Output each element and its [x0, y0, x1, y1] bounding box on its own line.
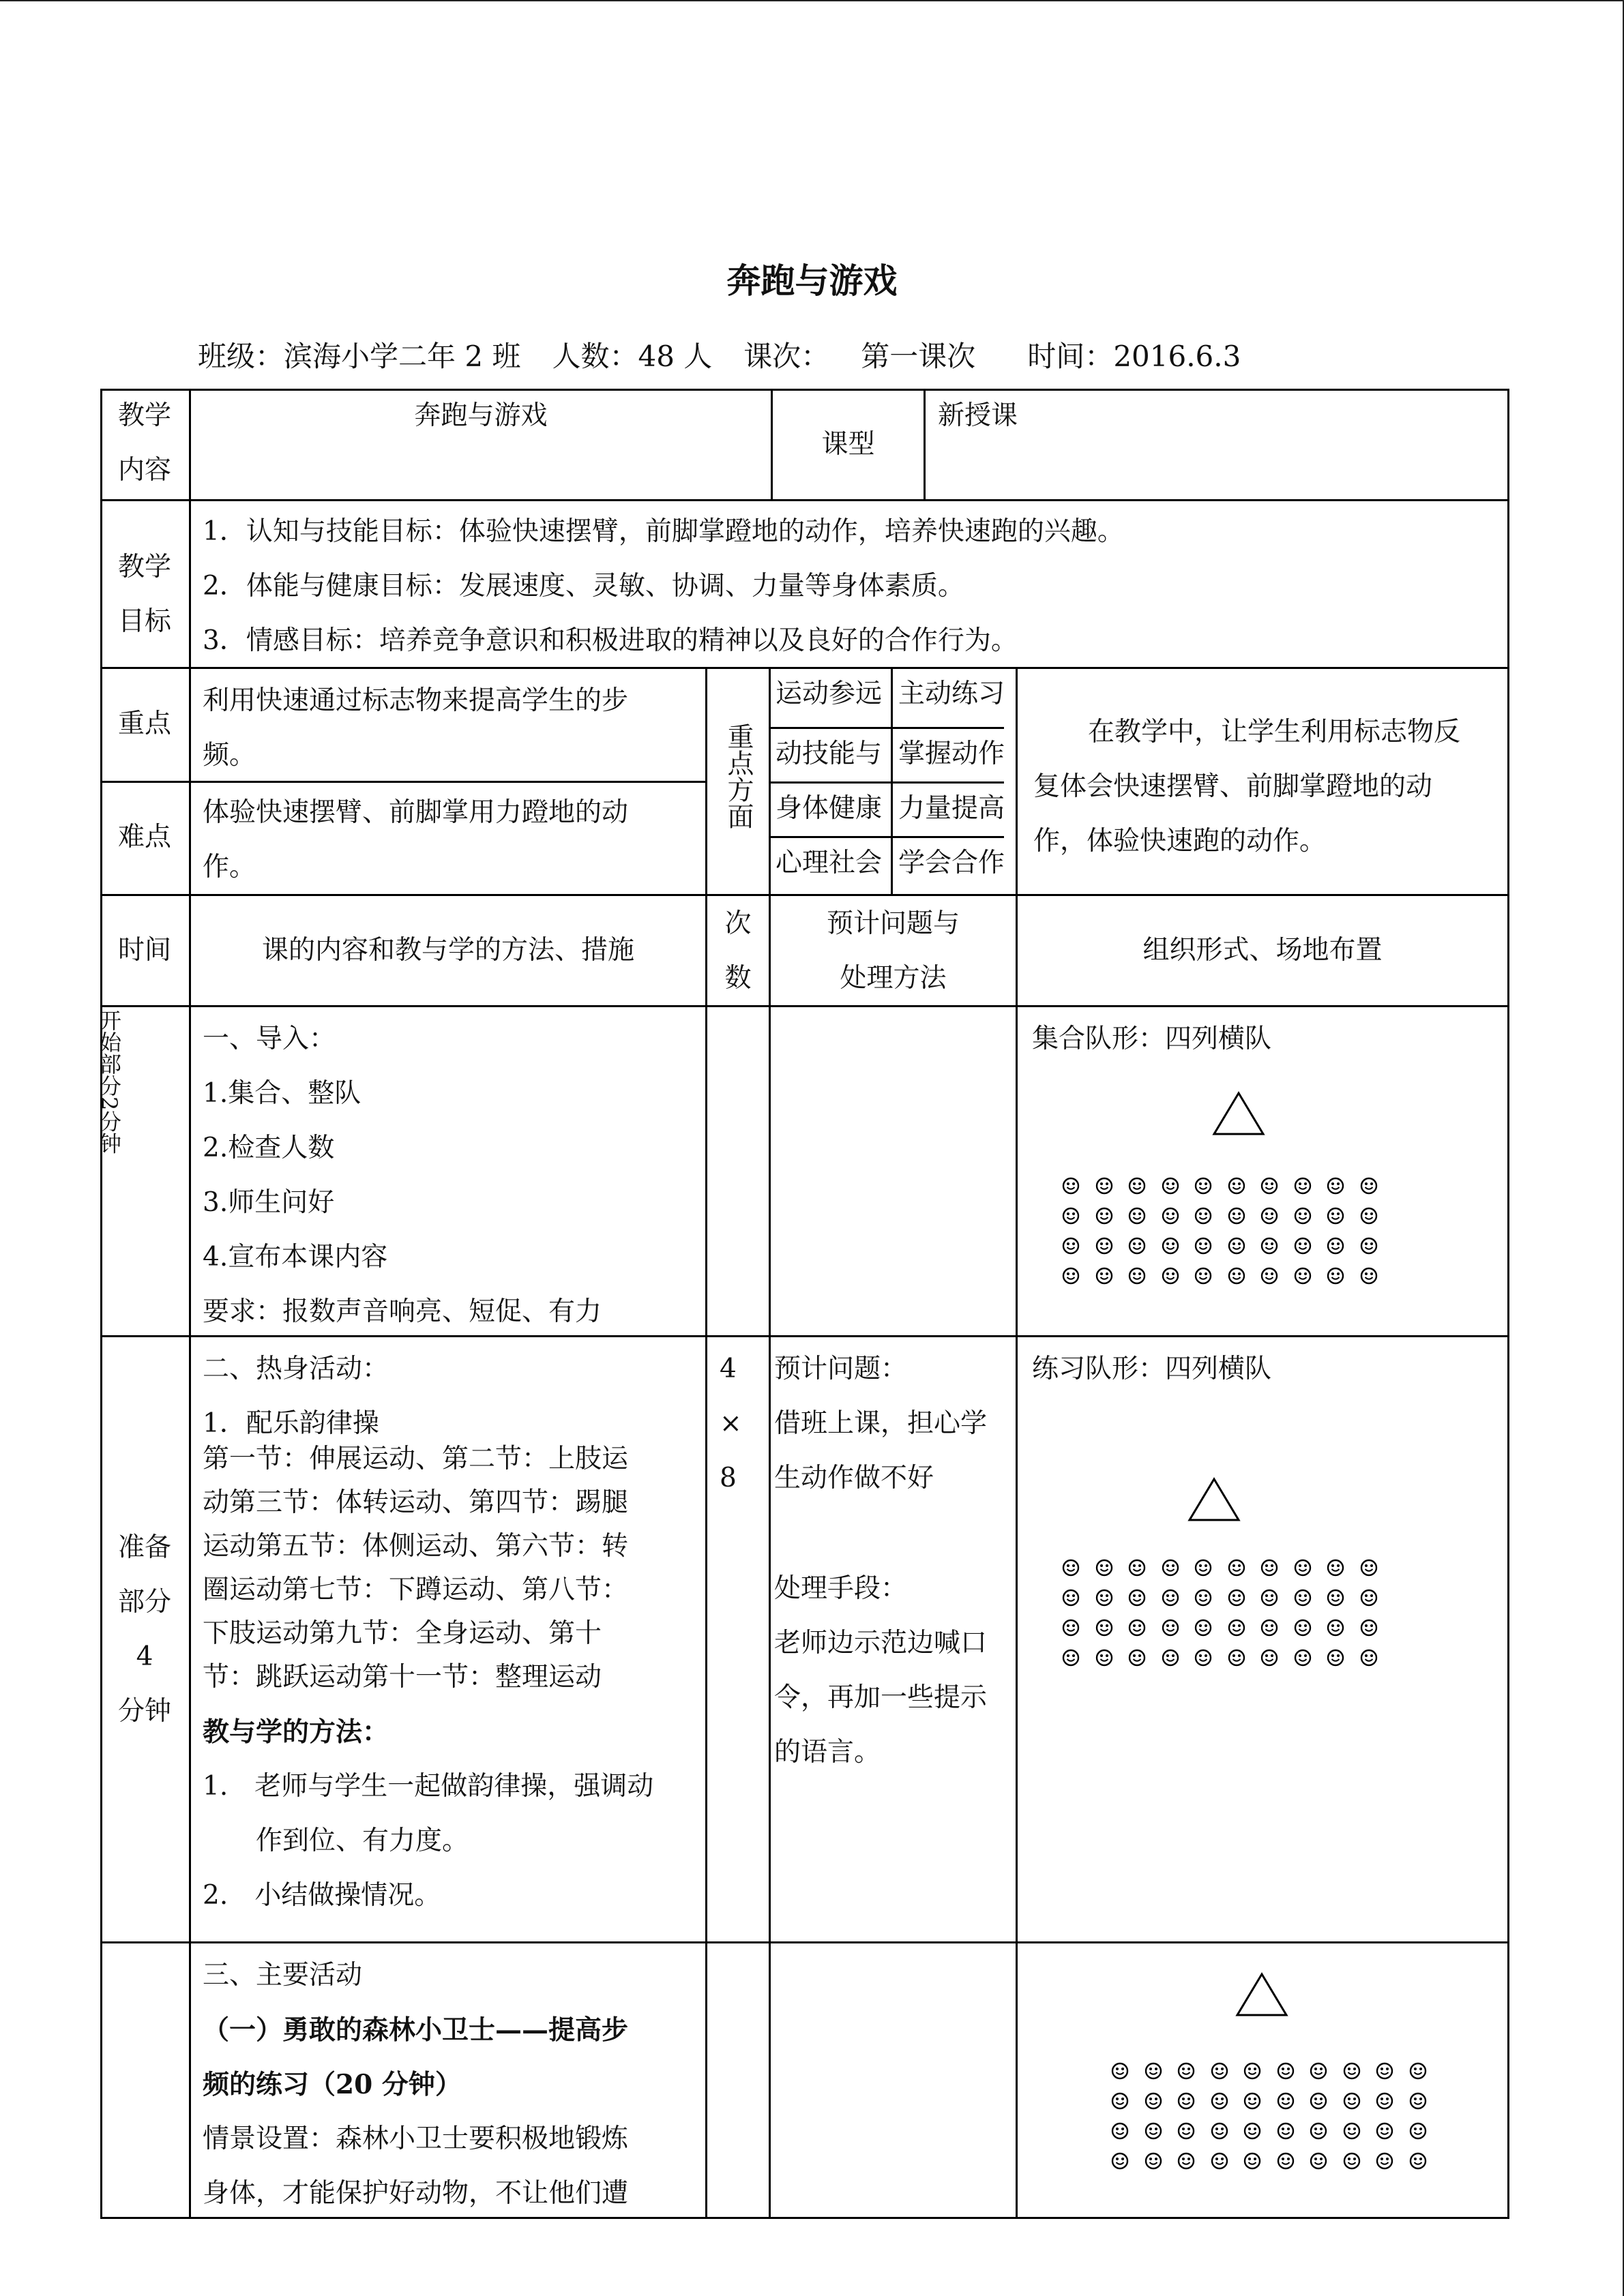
section2-line-2: 1．配乐韵律操 — [203, 1408, 379, 1439]
smiley-icon — [1111, 2152, 1129, 2170]
smiley-icon — [1177, 2062, 1195, 2080]
section2-sub-3: 运动第五节：体侧运动、第六节：转 — [203, 1531, 629, 1562]
count-label: 人数： — [552, 340, 638, 373]
smiley-icon — [1277, 2152, 1295, 2170]
smiley-icon — [1095, 1237, 1113, 1255]
smiley-icon — [1277, 2062, 1295, 2080]
goals-label-1: 教学 — [117, 552, 171, 582]
lesson-type-value: 新授课 — [938, 400, 1018, 431]
smiley-icon — [1228, 1237, 1245, 1255]
section2-sub-1: 第一节：伸展运动、第二节：上肢运 — [203, 1444, 629, 1474]
smiley-icon — [1376, 2062, 1393, 2080]
smiley-icon — [1062, 1267, 1080, 1285]
smiley-icon — [1360, 1619, 1378, 1637]
time-value: 2016.6.3 — [1113, 340, 1241, 373]
header-content: 课的内容和教与学的方法、措施 — [261, 935, 634, 966]
smiley-icon — [1294, 1237, 1312, 1255]
smiley-icon — [1327, 1559, 1344, 1577]
smiley-icon — [1194, 1177, 1212, 1195]
section2-sub-6: 节：跳跃运动第十一节：整理运动 — [203, 1662, 602, 1693]
smiley-icon — [1228, 1589, 1245, 1607]
smiley-icon — [1294, 1589, 1312, 1607]
header-problem-1: 预计问题与 — [826, 908, 960, 939]
smiley-icon — [1243, 2122, 1261, 2140]
section3-more-2: 身体，才能保护好动物，不让他们遭 — [203, 2178, 629, 2209]
key-text-2: 频。 — [203, 740, 256, 771]
smiley-icon — [1162, 1177, 1179, 1195]
smiley-icon — [1194, 1649, 1212, 1667]
smiley-icon — [1294, 1559, 1312, 1577]
aspect-3-left: 身体健康 — [776, 793, 883, 824]
class-info-line — [198, 334, 1272, 375]
smiley-icon — [1128, 1177, 1146, 1195]
smiley-icon — [1095, 1207, 1113, 1225]
smiley-icon — [1162, 1237, 1179, 1255]
smiley-icon — [1162, 1207, 1179, 1225]
smiley-icon — [1228, 1619, 1245, 1637]
smiley-icon — [1243, 2092, 1261, 2110]
smiley-icon — [1095, 1619, 1113, 1637]
smiley-icon — [1260, 1177, 1278, 1195]
section1-side: 开始部分2分钟 — [96, 1009, 122, 1154]
section3-bold-2: 频的练习（20 分钟） — [203, 2069, 462, 2100]
smiley-icon — [1376, 2122, 1393, 2140]
smiley-icon — [1327, 1619, 1344, 1637]
smiley-icon — [1376, 2092, 1393, 2110]
smiley-icon — [1145, 2152, 1162, 2170]
aspect-2-right: 掌握动作 — [898, 739, 1005, 769]
smiley-icon — [1360, 1589, 1378, 1607]
smiley-icon — [1294, 1619, 1312, 1637]
goal-item-2: 2．体能与健康目标：发展速度、灵敏、协调、力量等身体素质。 — [203, 571, 964, 601]
smiley-icon — [1128, 1589, 1146, 1607]
section2-problem-7: 令，再加一些提示 — [774, 1682, 988, 1713]
smiley-icon — [1194, 1267, 1212, 1285]
session-label: 课次： — [743, 340, 830, 373]
smiley-icon — [1260, 1649, 1278, 1667]
smiley-icon — [1062, 1649, 1080, 1667]
aspect-2-left: 动技能与 — [776, 739, 883, 769]
content-label-2: 内容 — [117, 455, 171, 486]
smiley-icon — [1409, 2152, 1427, 2170]
smiley-icon — [1194, 1237, 1212, 1255]
smiley-icon — [1145, 2092, 1162, 2110]
smiley-icon — [1162, 1267, 1179, 1285]
smiley-icon — [1294, 1649, 1312, 1667]
smiley-icon — [1095, 1267, 1113, 1285]
smiley-icon — [1211, 2152, 1228, 2170]
smiley-icon — [1162, 1619, 1179, 1637]
smiley-icon — [1327, 1589, 1344, 1607]
section2-problem-1: 预计问题： — [774, 1354, 908, 1384]
smiley-icon — [1095, 1649, 1113, 1667]
count-value: 48 人 — [638, 340, 713, 373]
smiley-icon — [1343, 2062, 1361, 2080]
smiley-icon — [1062, 1589, 1080, 1607]
section2-method-title: 教与学的方法： — [203, 1716, 389, 1748]
section2-count-2: × — [720, 1408, 742, 1439]
section2-problem-2: 借班上课，担心学 — [774, 1408, 988, 1439]
section1-line-2: 1.集合、整队 — [203, 1078, 361, 1109]
smiley-icon — [1062, 1559, 1080, 1577]
smiley-icon — [1327, 1177, 1344, 1195]
section1-line-5: 4.宣布本课内容 — [203, 1242, 388, 1272]
section1-line-6: 要求：报数声音响亮、短促、有力 — [203, 1296, 602, 1327]
smiley-icon — [1128, 1649, 1146, 1667]
smiley-icon — [1243, 2062, 1261, 2080]
section1-line-3: 2.检查人数 — [203, 1133, 335, 1163]
smiley-icon — [1294, 1207, 1312, 1225]
section3-more-1: 情景设置：森林小卫士要积极地锻炼 — [203, 2123, 629, 2154]
smiley-icon — [1360, 1237, 1378, 1255]
smiley-icon — [1260, 1589, 1278, 1607]
lesson-plan-table — [96, 389, 1509, 2219]
smiley-icon — [1243, 2152, 1261, 2170]
section2-side-4: 分钟 — [117, 1696, 171, 1727]
smiley-icon — [1409, 2062, 1427, 2080]
smiley-icon — [1211, 2122, 1228, 2140]
section2-method-2: 作到位、有力度。 — [203, 1825, 469, 1856]
triangle-icon — [1235, 1972, 1288, 2017]
section2-count-1: 4 — [720, 1354, 737, 1384]
smiley-icon — [1177, 2092, 1195, 2110]
smiley-icon — [1111, 2122, 1129, 2140]
aspect-1-right: 主动练习 — [898, 679, 1005, 709]
section2-sub-2: 动第三节：体转运动、第四节：踢腿 — [203, 1487, 629, 1518]
smiley-icon — [1128, 1619, 1146, 1637]
smiley-icon — [1228, 1267, 1245, 1285]
section2-sub-4: 圈运动第七节：下蹲运动、第八节： — [203, 1575, 629, 1605]
smiley-icon — [1062, 1237, 1080, 1255]
smiley-icon — [1260, 1619, 1278, 1637]
header-count-1: 次 — [724, 908, 752, 939]
section2-problem-8: 的语言。 — [774, 1737, 881, 1768]
smiley-icon — [1128, 1237, 1146, 1255]
section1-formation: 集合队形：四列横队 — [1032, 1024, 1272, 1054]
smiley-icon — [1260, 1559, 1278, 1577]
header-org: 组织形式、场地布置 — [1142, 935, 1383, 966]
header-problem-2: 处理方法 — [840, 963, 947, 994]
class-value: 滨海小学二年 2 班 — [284, 340, 521, 373]
smiley-icon — [1177, 2122, 1195, 2140]
key-note-1: 在教学中，让学生利用标志物反 — [1088, 717, 1461, 747]
aspect-4-left: 心理社会 — [776, 848, 883, 878]
section2-problem-6: 老师边示范边喊口 — [774, 1628, 988, 1658]
smiley-icon — [1310, 2122, 1327, 2140]
smiley-icon — [1145, 2062, 1162, 2080]
section2-side-2: 部分 — [117, 1587, 171, 1617]
smiley-icon — [1360, 1267, 1378, 1285]
lesson-type-label: 课型 — [821, 429, 875, 460]
section2-formation: 练习队形：四列横队 — [1032, 1354, 1272, 1384]
section2-method-3: 2. 小结做操情况。 — [203, 1880, 441, 1911]
smiley-icon — [1145, 2122, 1162, 2140]
smiley-icon — [1162, 1649, 1179, 1667]
key-label: 重点 — [117, 709, 171, 739]
smiley-icon — [1095, 1589, 1113, 1607]
section2-problem-3: 生动作做不好 — [774, 1463, 934, 1493]
header-count-2: 数 — [724, 963, 752, 994]
smiley-icon — [1294, 1177, 1312, 1195]
smiley-icon — [1409, 2122, 1427, 2140]
smiley-icon — [1194, 1559, 1212, 1577]
smiley-icon — [1277, 2122, 1295, 2140]
smiley-icon — [1360, 1649, 1378, 1667]
smiley-icon — [1211, 2062, 1228, 2080]
smiley-icon — [1228, 1559, 1245, 1577]
time-label: 时间： — [1027, 340, 1114, 373]
smiley-icon — [1128, 1559, 1146, 1577]
smiley-icon — [1095, 1177, 1113, 1195]
section2-line-1: 二、热身活动： — [203, 1354, 389, 1384]
section2-sub-5: 下肢运动第九节：全身运动、第十 — [203, 1618, 602, 1649]
key-note-3: 作，体验快速跑的动作。 — [1033, 826, 1327, 856]
smiley-icon — [1409, 2092, 1427, 2110]
smiley-icon — [1162, 1559, 1179, 1577]
smiley-icon — [1111, 2062, 1129, 2080]
smiley-icon — [1310, 2062, 1327, 2080]
triangle-icon — [1212, 1091, 1265, 1136]
class-label: 班级： — [198, 340, 284, 373]
smiley-icon — [1343, 2152, 1361, 2170]
smiley-icon — [1128, 1207, 1146, 1225]
smiley-icon — [1194, 1619, 1212, 1637]
goal-item-3: 3．情感目标：培养竞争意识和积极进取的精神以及良好的合作行为。 — [203, 625, 1018, 656]
section2-side-3: 4 — [136, 1641, 153, 1672]
smiley-icon — [1194, 1207, 1212, 1225]
page-title: 奔跑与游戏 — [726, 261, 898, 301]
section2-side-1: 准备 — [117, 1532, 171, 1563]
smiley-icon — [1327, 1237, 1344, 1255]
smiley-icon — [1260, 1237, 1278, 1255]
smiley-icon — [1327, 1207, 1344, 1225]
key-text-1: 利用快速通过标志物来提高学生的步 — [203, 685, 629, 716]
smiley-icon — [1294, 1267, 1312, 1285]
smiley-icon — [1228, 1177, 1245, 1195]
smiley-icon — [1062, 1619, 1080, 1637]
smiley-icon — [1177, 2152, 1195, 2170]
smiley-icon — [1343, 2122, 1361, 2140]
goal-item-1: 1．认知与技能目标：体验快速摆臂，前脚掌蹬地的动作，培养快速跑的兴趣。 — [203, 516, 1124, 547]
triangle-icon — [1187, 1477, 1241, 1522]
smiley-icon — [1062, 1177, 1080, 1195]
aspect-1-left: 运动参远 — [776, 679, 883, 709]
session-value: 第一课次 — [861, 340, 976, 373]
smiley-icon — [1128, 1267, 1146, 1285]
section1-line-1: 一、导入： — [203, 1024, 336, 1054]
smiley-icon — [1095, 1559, 1113, 1577]
content-value: 奔跑与游戏 — [414, 400, 548, 431]
section3-bold-1: （一）勇敢的森林小卫士——提高步 — [203, 2014, 629, 2046]
difficult-label: 难点 — [117, 822, 171, 852]
smiley-icon — [1260, 1207, 1278, 1225]
smiley-icon — [1327, 1649, 1344, 1667]
section2-problem-5: 处理手段： — [774, 1573, 908, 1604]
smiley-icon — [1310, 2152, 1327, 2170]
section2-method-1: 1. 老师与学生一起做韵律操，强调动 — [203, 1771, 654, 1802]
smiley-icon — [1260, 1267, 1278, 1285]
smiley-icon — [1310, 2092, 1327, 2110]
smiley-icon — [1228, 1207, 1245, 1225]
section2-count-3: 8 — [720, 1463, 737, 1493]
smiley-icon — [1327, 1267, 1344, 1285]
aspect-3-right: 力量提高 — [898, 793, 1005, 824]
smiley-icon — [1211, 2092, 1228, 2110]
smiley-icon — [1277, 2092, 1295, 2110]
goals-label-2: 目标 — [117, 606, 171, 637]
smiley-icon — [1111, 2092, 1129, 2110]
smiley-icon — [1376, 2152, 1393, 2170]
header-time: 时间 — [117, 935, 171, 966]
smiley-icon — [1194, 1589, 1212, 1607]
aspect-4-right: 学会合作 — [898, 848, 1005, 878]
smiley-icon — [1162, 1589, 1179, 1607]
content-label-1: 教学 — [117, 400, 171, 431]
smiley-icon — [1062, 1207, 1080, 1225]
section1-line-4: 3.师生问好 — [203, 1187, 335, 1218]
difficult-text-2: 作。 — [203, 852, 256, 882]
section3-line-1: 三、主要活动 — [203, 1960, 363, 1991]
key-note-2: 复体会快速摆臂、前脚掌蹬地的动 — [1033, 771, 1433, 802]
smiley-icon — [1360, 1207, 1378, 1225]
smiley-icon — [1343, 2092, 1361, 2110]
aspect-label: 重点方面 — [723, 723, 754, 829]
smiley-icon — [1360, 1559, 1378, 1577]
smiley-icon — [1228, 1649, 1245, 1667]
smiley-icon — [1360, 1177, 1378, 1195]
difficult-text-1: 体验快速摆臂、前脚掌用力蹬地的动 — [203, 797, 629, 828]
